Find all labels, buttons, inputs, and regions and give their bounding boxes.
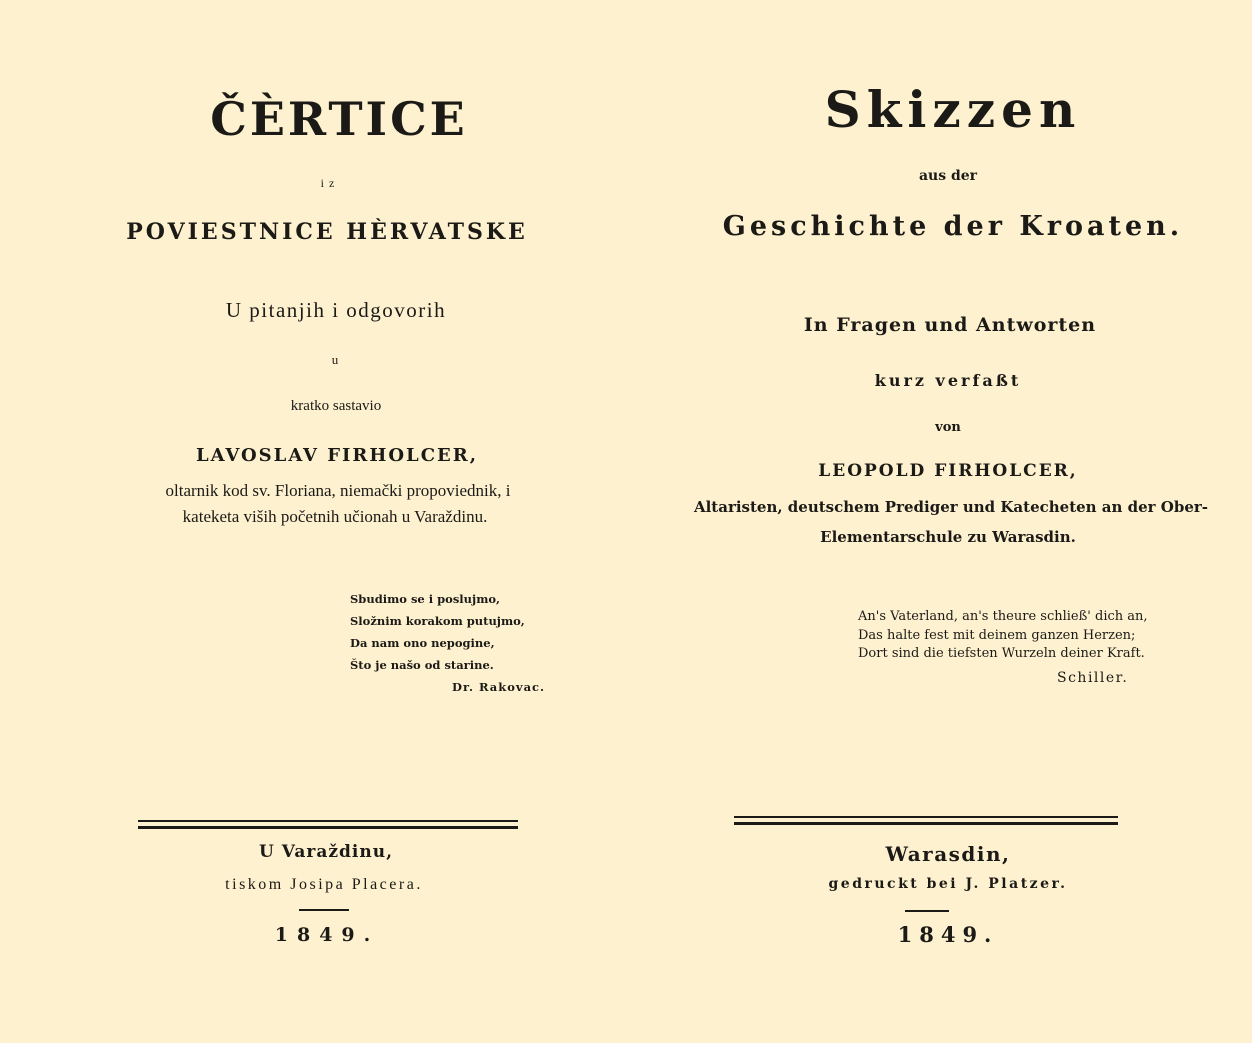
left-epigraph-line: Sbudimo se i poslujmo, bbox=[350, 592, 501, 606]
left-epigraph-line: Da nam ono nepogine, bbox=[350, 636, 495, 650]
right-title: Skizzen bbox=[824, 80, 1082, 139]
right-divider bbox=[734, 816, 1118, 818]
left-compiled-by: kratko sastavio bbox=[290, 398, 382, 414]
right-epigraph-line: Das halte fest mit deinem ganzen Herzen; bbox=[858, 628, 1136, 643]
right-author-desc-1: Altaristen, deutschem Prediger und Katecheten an der Ober- bbox=[693, 498, 1209, 516]
left-u: u bbox=[331, 352, 339, 367]
left-connector: iz bbox=[320, 176, 340, 190]
right-connector: aus der bbox=[918, 168, 978, 184]
left-epigraph-line: Složnim korakom putujmo, bbox=[350, 614, 525, 628]
right-epigraph-line: An's Vaterland, an's theure schließ' dich an, bbox=[858, 609, 1148, 624]
left-divider bbox=[138, 826, 518, 829]
left-epigraph-line: Što je našo od starine. bbox=[350, 658, 494, 672]
right-format-line: In Fragen und Antworten bbox=[803, 314, 1097, 336]
left-year: 1849. bbox=[274, 924, 380, 946]
right-printer: gedruckt bei J. Platzer. bbox=[828, 876, 1068, 892]
right-von: von bbox=[935, 420, 961, 435]
right-short-rule bbox=[905, 910, 949, 912]
left-author-desc-1: oltarnik kod sv. Floriana, niemački propoviednik, i bbox=[165, 481, 511, 500]
right-year: 1849. bbox=[897, 922, 999, 947]
left-divider bbox=[138, 820, 518, 822]
right-subtitle: Geschichte der Kroaten. bbox=[722, 211, 1184, 242]
right-author: LEOPOLD FIRHOLCER, bbox=[818, 461, 1078, 481]
left-printer: tiskom Josipa Placera. bbox=[225, 876, 423, 893]
left-place: U Varaždinu, bbox=[259, 842, 393, 862]
left-short-rule bbox=[299, 909, 349, 911]
left-format-line: U pitanjih i odgovorih bbox=[225, 298, 447, 322]
left-title: ČÈRTICE bbox=[210, 92, 468, 146]
right-epigraph-author: Schiller. bbox=[1057, 670, 1129, 686]
right-title-page bbox=[660, 0, 1252, 1043]
left-subtitle: POVIESTNICE HÈRVATSKE bbox=[126, 219, 528, 245]
left-author: LAVOSLAV FIRHOLCER, bbox=[196, 445, 478, 466]
right-epigraph-line: Dort sind die tiefsten Wurzeln deiner Kraft. bbox=[858, 646, 1145, 661]
right-divider bbox=[734, 822, 1118, 825]
left-author-desc-2: kateketa viših početnih učionah u Varaždinu. bbox=[182, 507, 488, 526]
right-kurz: kurz verfaßt bbox=[874, 371, 1022, 390]
left-epigraph-author: Dr. Rakovac. bbox=[452, 680, 546, 694]
right-place: Warasdin, bbox=[885, 842, 1011, 866]
right-author-desc-2: Elementarschule zu Warasdin. bbox=[820, 528, 1076, 546]
